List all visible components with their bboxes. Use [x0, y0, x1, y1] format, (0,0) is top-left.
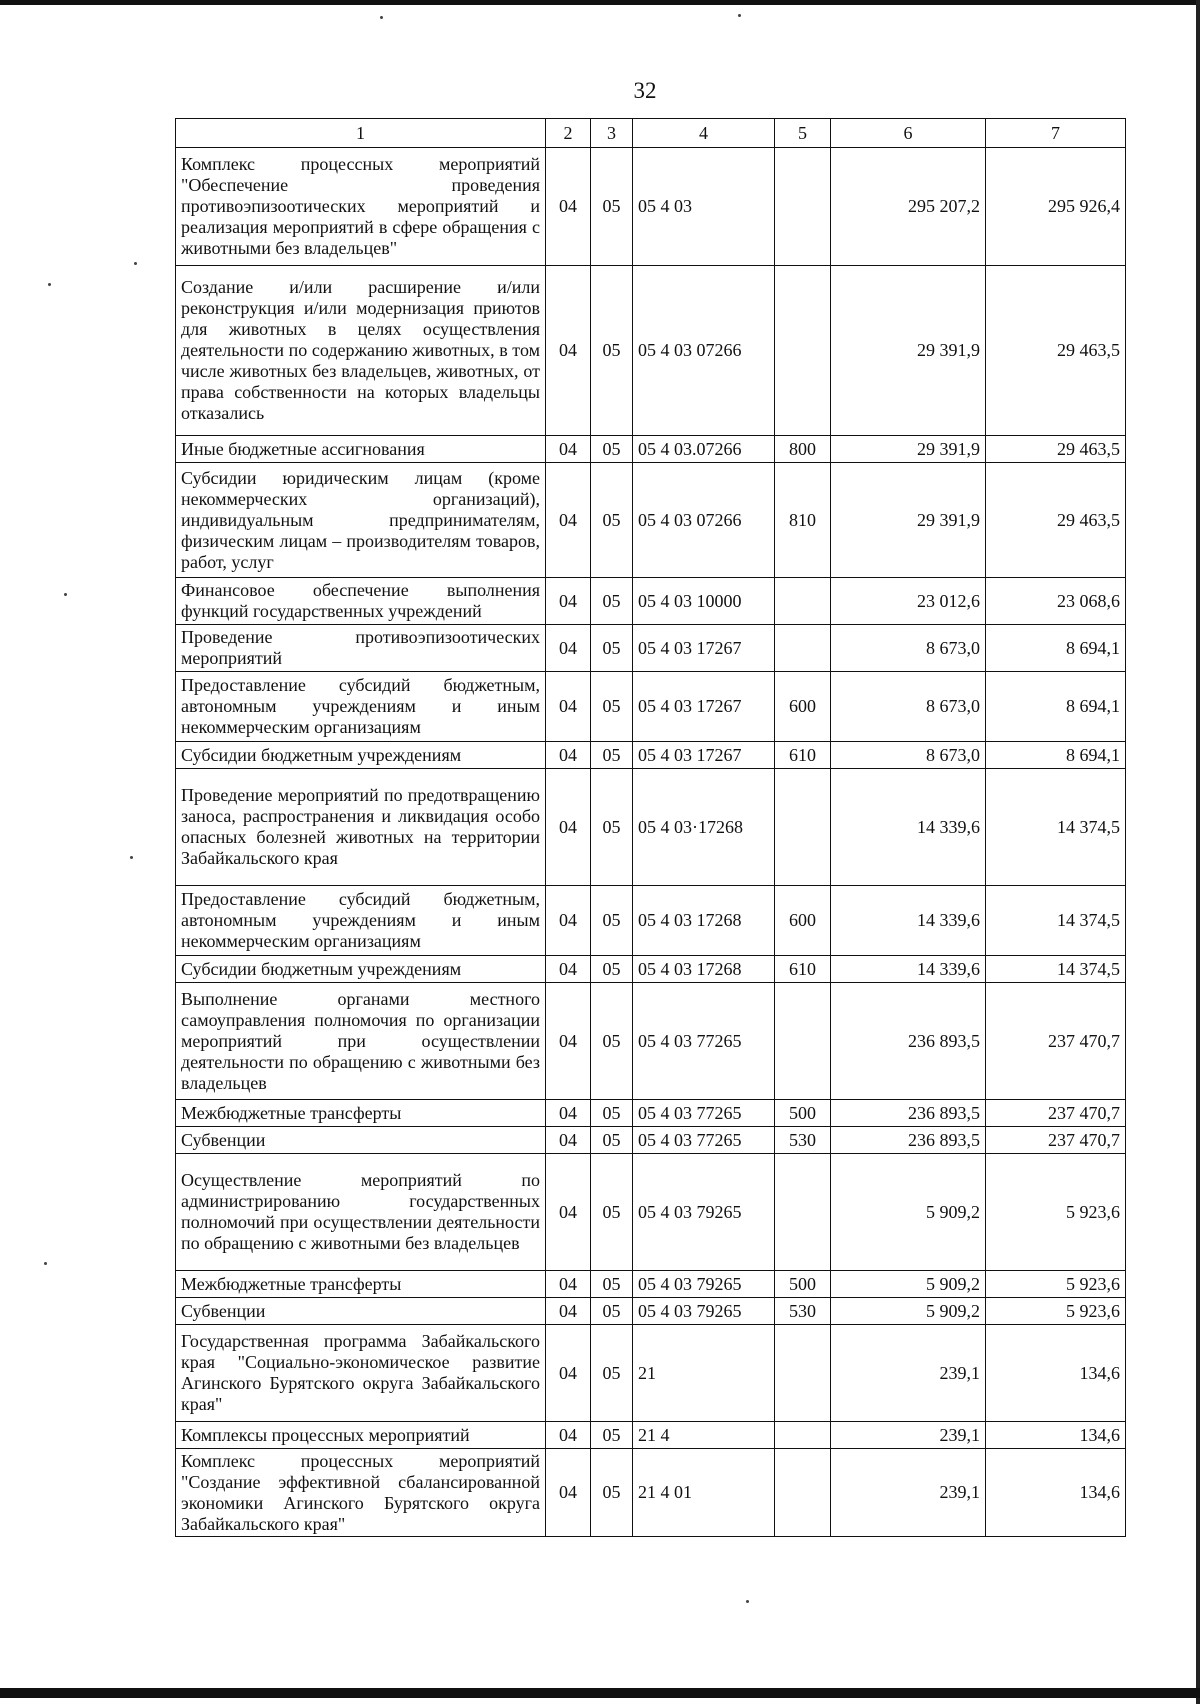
table-row [176, 1298, 1126, 1325]
row-amount-year1-cell: 29 391,9 [831, 463, 986, 578]
row-expense-type-cell: 810 [775, 463, 831, 578]
row-name-cell: Комплекс процессных мероприятий "Создание эффективной сбалансированной экономики Агинского Бурятского округа Забайкальского края" [176, 1449, 546, 1537]
row-expense-type-cell: 500 [775, 1100, 831, 1127]
row-expense-type-cell: 500 [775, 1271, 831, 1298]
row-section-cell: 04 [546, 886, 591, 956]
table-row [176, 148, 1126, 266]
row-name-cell: Межбюджетные трансферты [176, 1100, 546, 1127]
row-section-cell: 04 [546, 1449, 591, 1537]
table-row [176, 436, 1126, 463]
row-amount-year2-cell: 134,6 [986, 1325, 1126, 1422]
row-target-code-cell: 05 4 03 77265 [633, 1127, 775, 1154]
header-cell: 1 [176, 119, 546, 148]
row-subsection-cell: 05 [591, 1127, 633, 1154]
row-amount-year1-cell: 8 673,0 [831, 742, 986, 769]
row-amount-year2-cell: 5 923,6 [986, 1271, 1126, 1298]
row-name-cell: Субсидии бюджетным учреждениям [176, 742, 546, 769]
row-expense-type-cell [775, 983, 831, 1100]
row-name-cell: Субсидии юридическим лицам (кроме некоммерческих организаций), индивидуальным предпринимателям, физическим лицам – производителям товаров, работ, услуг [176, 463, 546, 578]
top-border-rule [0, 0, 1200, 5]
row-subsection-cell: 05 [591, 983, 633, 1100]
row-target-code-cell: 05 4 03.07266 [633, 436, 775, 463]
table-row [176, 742, 1126, 769]
row-subsection-cell: 05 [591, 1100, 633, 1127]
row-target-code-cell: 05 4 03 07266 [633, 266, 775, 436]
row-amount-year1-cell: 14 339,6 [831, 769, 986, 886]
row-section-cell: 04 [546, 983, 591, 1100]
table-header-row [176, 119, 1126, 148]
table-row [176, 1449, 1126, 1537]
table-row [176, 983, 1126, 1100]
row-section-cell: 04 [546, 625, 591, 672]
row-amount-year2-cell: 134,6 [986, 1422, 1126, 1449]
row-subsection-cell: 05 [591, 886, 633, 956]
row-section-cell: 04 [546, 1325, 591, 1422]
row-name-cell: Предоставление субсидий бюджетным, автономным учреждениям и иным некоммерческим организациям [176, 886, 546, 956]
row-subsection-cell: 05 [591, 463, 633, 578]
table-row [176, 956, 1126, 983]
table-row [176, 1271, 1126, 1298]
table-row [176, 1127, 1126, 1154]
row-section-cell: 04 [546, 578, 591, 625]
header-cell: 5 [775, 119, 831, 148]
row-amount-year2-cell: 8 694,1 [986, 742, 1126, 769]
row-target-code-cell: 05 4 03 07266 [633, 463, 775, 578]
row-amount-year1-cell: 8 673,0 [831, 672, 986, 742]
scan-speck [738, 14, 741, 17]
row-expense-type-cell [775, 1325, 831, 1422]
row-name-cell: Комплексы процессных мероприятий [176, 1422, 546, 1449]
row-amount-year1-cell: 239,1 [831, 1325, 986, 1422]
row-target-code-cell: 05 4 03 [633, 148, 775, 266]
scan-speck [64, 593, 67, 596]
row-amount-year2-cell: 14 374,5 [986, 769, 1126, 886]
table-row [176, 886, 1126, 956]
row-amount-year2-cell: 5 923,6 [986, 1298, 1126, 1325]
row-name-cell: Межбюджетные трансферты [176, 1271, 546, 1298]
row-subsection-cell: 05 [591, 436, 633, 463]
row-subsection-cell: 05 [591, 1298, 633, 1325]
row-target-code-cell: 05 4 03 17267 [633, 672, 775, 742]
row-subsection-cell: 05 [591, 1422, 633, 1449]
row-name-cell: Комплекс процессных мероприятий "Обеспечение проведения противоэпизоотических мероприятий и реализация мероприятий в сфере обращения с животными без владельцев" [176, 148, 546, 266]
row-expense-type-cell: 610 [775, 742, 831, 769]
row-name-cell: Создание и/или расширение и/или реконструкция и/или модернизация приютов для животных в целях осуществления деятельности по содержанию животных, в том числе животных без владельцев, животных, от права собственности на которых владельцы отказались [176, 266, 546, 436]
row-name-cell: Государственная программа Забайкальского края "Социально-экономическое развитие Агинского Бурятского округа Забайкальского края" [176, 1325, 546, 1422]
row-expense-type-cell [775, 769, 831, 886]
row-subsection-cell: 05 [591, 742, 633, 769]
row-subsection-cell: 05 [591, 1154, 633, 1271]
row-expense-type-cell: 600 [775, 672, 831, 742]
row-name-cell: Проведение мероприятий по предотвращению заноса, распространения и ликвидация особо опасных болезней животных на территории Забайкальского края [176, 769, 546, 886]
scan-speck [48, 283, 51, 286]
table-row [176, 1154, 1126, 1271]
row-amount-year1-cell: 14 339,6 [831, 886, 986, 956]
row-name-cell: Субвенции [176, 1298, 546, 1325]
row-subsection-cell: 05 [591, 625, 633, 672]
row-name-cell: Предоставление субсидий бюджетным, автономным учреждениям и иным некоммерческим организациям [176, 672, 546, 742]
row-target-code-cell: 21 [633, 1325, 775, 1422]
row-target-code-cell: 05 4 03 79265 [633, 1154, 775, 1271]
row-amount-year2-cell: 8 694,1 [986, 625, 1126, 672]
row-amount-year2-cell: 5 923,6 [986, 1154, 1126, 1271]
scan-speck [134, 262, 137, 265]
table-row [176, 463, 1126, 578]
row-target-code-cell: 05 4 03·17268 [633, 769, 775, 886]
table-row [176, 266, 1126, 436]
row-section-cell: 04 [546, 956, 591, 983]
row-target-code-cell: 05 4 03 79265 [633, 1271, 775, 1298]
row-expense-type-cell [775, 1449, 831, 1537]
row-section-cell: 04 [546, 672, 591, 742]
row-amount-year1-cell: 239,1 [831, 1422, 986, 1449]
row-name-cell: Субвенции [176, 1127, 546, 1154]
table-row [176, 1325, 1126, 1422]
table-row [176, 1100, 1126, 1127]
row-section-cell: 04 [546, 1271, 591, 1298]
scan-speck [746, 1600, 749, 1603]
row-amount-year1-cell: 8 673,0 [831, 625, 986, 672]
row-expense-type-cell [775, 578, 831, 625]
row-amount-year1-cell: 236 893,5 [831, 1100, 986, 1127]
row-target-code-cell: 21 4 01 [633, 1449, 775, 1537]
row-target-code-cell: 05 4 03 17268 [633, 886, 775, 956]
row-amount-year2-cell: 237 470,7 [986, 1127, 1126, 1154]
row-subsection-cell: 05 [591, 1325, 633, 1422]
row-target-code-cell: 05 4 03 17268 [633, 956, 775, 983]
row-subsection-cell: 05 [591, 956, 633, 983]
row-section-cell: 04 [546, 463, 591, 578]
row-expense-type-cell: 610 [775, 956, 831, 983]
header-cell: 3 [591, 119, 633, 148]
row-section-cell: 04 [546, 266, 591, 436]
row-amount-year2-cell: 8 694,1 [986, 672, 1126, 742]
row-amount-year1-cell: 295 207,2 [831, 148, 986, 266]
row-section-cell: 04 [546, 1422, 591, 1449]
header-cell: 6 [831, 119, 986, 148]
row-subsection-cell: 05 [591, 1449, 633, 1537]
row-amount-year1-cell: 5 909,2 [831, 1271, 986, 1298]
row-amount-year1-cell: 29 391,9 [831, 266, 986, 436]
row-amount-year2-cell: 134,6 [986, 1449, 1126, 1537]
row-subsection-cell: 05 [591, 769, 633, 886]
row-section-cell: 04 [546, 436, 591, 463]
row-target-code-cell: 05 4 03 77265 [633, 983, 775, 1100]
row-name-cell: Финансовое обеспечение выполнения функций государственных учреждений [176, 578, 546, 625]
header-cell: 7 [986, 119, 1126, 148]
table-row [176, 769, 1126, 886]
row-amount-year2-cell: 29 463,5 [986, 463, 1126, 578]
row-amount-year2-cell: 295 926,4 [986, 148, 1126, 266]
row-amount-year1-cell: 236 893,5 [831, 983, 986, 1100]
row-expense-type-cell [775, 1422, 831, 1449]
row-amount-year1-cell: 236 893,5 [831, 1127, 986, 1154]
scan-speck [130, 856, 133, 859]
row-name-cell: Выполнение органами местного самоуправления полномочия по организации мероприятий при осуществлении деятельности по обращению с животными без владельцев [176, 983, 546, 1100]
row-name-cell: Осуществление мероприятий по администрированию государственных полномочий при осуществлении деятельности по обращению с животными без владельцев [176, 1154, 546, 1271]
row-amount-year2-cell: 29 463,5 [986, 436, 1126, 463]
row-amount-year1-cell: 14 339,6 [831, 956, 986, 983]
row-name-cell: Проведение противоэпизоотических мероприятий [176, 625, 546, 672]
row-target-code-cell: 05 4 03 77265 [633, 1100, 775, 1127]
row-amount-year1-cell: 5 909,2 [831, 1154, 986, 1271]
header-cell: 2 [546, 119, 591, 148]
table-row [176, 625, 1126, 672]
row-expense-type-cell: 600 [775, 886, 831, 956]
row-expense-type-cell: 530 [775, 1298, 831, 1325]
row-amount-year1-cell: 29 391,9 [831, 436, 986, 463]
row-amount-year2-cell: 23 068,6 [986, 578, 1126, 625]
row-subsection-cell: 05 [591, 1271, 633, 1298]
row-target-code-cell: 05 4 03 10000 [633, 578, 775, 625]
header-cell: 4 [633, 119, 775, 148]
row-target-code-cell: 05 4 03 17267 [633, 625, 775, 672]
row-amount-year1-cell: 239,1 [831, 1449, 986, 1537]
row-amount-year2-cell: 237 470,7 [986, 1100, 1126, 1127]
row-subsection-cell: 05 [591, 578, 633, 625]
row-target-code-cell: 21 4 [633, 1422, 775, 1449]
row-amount-year1-cell: 5 909,2 [831, 1298, 986, 1325]
page-number: 32 [633, 78, 657, 103]
table-row [176, 672, 1126, 742]
scan-speck [380, 16, 383, 19]
row-name-cell: Иные бюджетные ассигнования [176, 436, 546, 463]
row-expense-type-cell [775, 266, 831, 436]
scan-speck [44, 1262, 47, 1265]
row-subsection-cell: 05 [591, 148, 633, 266]
table-row [176, 1422, 1126, 1449]
row-section-cell: 04 [546, 769, 591, 886]
row-section-cell: 04 [546, 1100, 591, 1127]
right-border-rule [1196, 0, 1200, 1704]
row-expense-type-cell [775, 1154, 831, 1271]
bottom-border-rule [0, 1688, 1200, 1698]
row-amount-year2-cell: 14 374,5 [986, 886, 1126, 956]
budget-table [175, 118, 1126, 1537]
row-subsection-cell: 05 [591, 266, 633, 436]
row-amount-year1-cell: 23 012,6 [831, 578, 986, 625]
row-expense-type-cell: 800 [775, 436, 831, 463]
row-expense-type-cell [775, 148, 831, 266]
row-expense-type-cell [775, 625, 831, 672]
row-target-code-cell: 05 4 03 79265 [633, 1298, 775, 1325]
row-section-cell: 04 [546, 1154, 591, 1271]
row-section-cell: 04 [546, 742, 591, 769]
row-subsection-cell: 05 [591, 672, 633, 742]
row-section-cell: 04 [546, 1127, 591, 1154]
row-amount-year2-cell: 237 470,7 [986, 983, 1126, 1100]
row-section-cell: 04 [546, 148, 591, 266]
row-amount-year2-cell: 14 374,5 [986, 956, 1126, 983]
row-amount-year2-cell: 29 463,5 [986, 266, 1126, 436]
row-expense-type-cell: 530 [775, 1127, 831, 1154]
row-target-code-cell: 05 4 03 17267 [633, 742, 775, 769]
row-section-cell: 04 [546, 1298, 591, 1325]
table-row [176, 578, 1126, 625]
row-name-cell: Субсидии бюджетным учреждениям [176, 956, 546, 983]
